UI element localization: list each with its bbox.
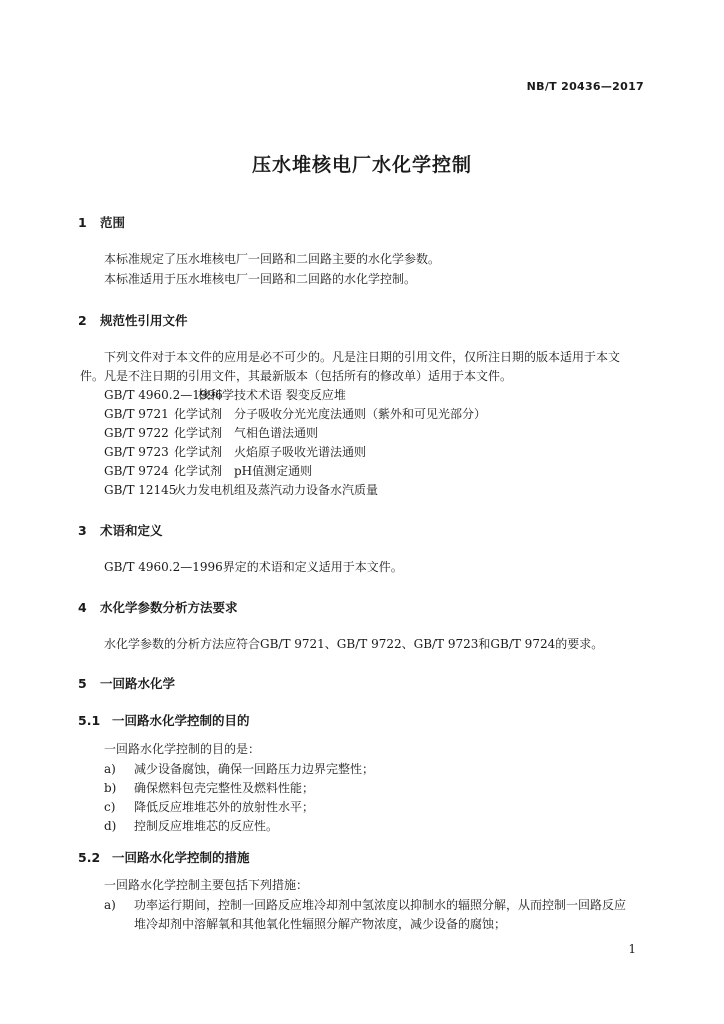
list-item [104,896,626,913]
section-number: 2 [78,313,87,328]
section-4-heading [78,598,238,616]
section-title: 一回路水化学 [100,676,176,691]
document-title: 压水堆核电厂水化学控制 [251,154,472,176]
section-number: 5.1 [78,713,101,728]
list-text: 功率运行期间，控制一回路反应堆冷却剂中氢浓度以抑制水的辐照分解，从而控制一回路反应 [134,898,627,912]
list-label: c) [104,800,116,814]
paragraph: 水化学参数的分析方法应符合GB/T 9721、GB/T 9722、GB/T 9723和GB/T 9724的要求。 [104,637,604,651]
list-text-continuation: 堆冷却剂中溶解氧和其他氧化性辐照分解产物浓度，减少设备的腐蚀； [134,917,507,931]
reference-title: 化学试剂 分子吸收分光光度法通则（紫外和可见光部分） [174,407,487,421]
reference-title: 火力发电机组及蒸汽动力设备水汽质量 [174,483,379,497]
reference-item [104,405,486,422]
paragraph: 下列文件对于本文件的应用是必不可少的。凡是注日期的引用文件，仅所注日期的版本适用于本文 [104,350,621,364]
paragraph: GB/T 4960.2—1996界定的术语和定义适用于本文件。 [104,560,403,574]
list-item [104,779,314,796]
reference-code: GB/T 9723 [104,445,169,459]
list-item [104,798,314,815]
reference-item [104,481,378,498]
list-label: d) [104,819,117,833]
list-label: a) [104,898,116,912]
reference-item [104,462,312,479]
reference-item [104,424,318,441]
paragraph: 一回路水化学控制主要包括下列措施： [104,878,309,892]
reference-code: GB/T 12145 [104,483,177,497]
reference-code: GB/T 9721 [104,407,169,421]
paragraph: 件。凡是不注日期的引用文件，其最新版本（包括所有的修改单）适用于本文件。 [80,369,513,383]
section-5-2-heading [78,848,250,866]
section-number: 1 [78,215,87,230]
section-1-heading [78,213,125,231]
section-number: 4 [78,600,87,615]
section-title: 规范性引用文件 [100,313,188,328]
section-3-heading [78,521,163,539]
list-item [104,760,374,777]
list-text: 控制反应堆堆芯的反应性。 [134,819,279,833]
section-number: 5.2 [78,850,101,865]
standard-code: NB/T 20436—2017 [526,80,644,93]
list-text: 确保燃料包壳完整性及燃料性能； [134,781,315,795]
reference-code: GB/T 9722 [104,426,169,440]
section-title: 一回路水化学控制的目的 [112,713,250,728]
paragraph: 本标准适用于压水堆核电厂一回路和二回路的水化学控制。 [104,272,417,286]
reference-title: 化学试剂 气相色谱法通则 [174,426,319,440]
section-title: 术语和定义 [100,523,163,538]
section-number: 5 [78,676,87,691]
reference-title: 化学试剂 pH值测定通则 [174,464,313,478]
list-label: a) [104,762,116,776]
section-title: 范围 [100,215,126,230]
section-number: 3 [78,523,87,538]
page-number: 1 [628,942,636,956]
reference-title: 化学试剂 火焰原子吸收光谱法通则 [174,445,367,459]
reference-item [104,443,366,460]
section-2-heading [78,311,188,329]
section-title: 水化学参数分析方法要求 [100,600,238,615]
reference-code: GB/T 4960.2—1996 [104,388,223,402]
list-text: 降低反应堆堆芯外的放射性水平； [134,800,315,814]
list-item [104,817,278,834]
list-label: b) [104,781,117,795]
reference-item [104,386,346,403]
reference-title: 核科学技术术语 裂变反应堆 [198,388,346,402]
section-title: 一回路水化学控制的措施 [112,850,250,865]
list-text: 减少设备腐蚀，确保一回路压力边界完整性； [134,762,375,776]
section-5-heading [78,674,175,692]
paragraph: 本标准规定了压水堆核电厂一回路和二回路主要的水化学参数。 [104,252,441,266]
section-5-1-heading [78,711,250,729]
reference-code: GB/T 9724 [104,464,169,478]
paragraph: 一回路水化学控制的目的是： [104,742,261,756]
